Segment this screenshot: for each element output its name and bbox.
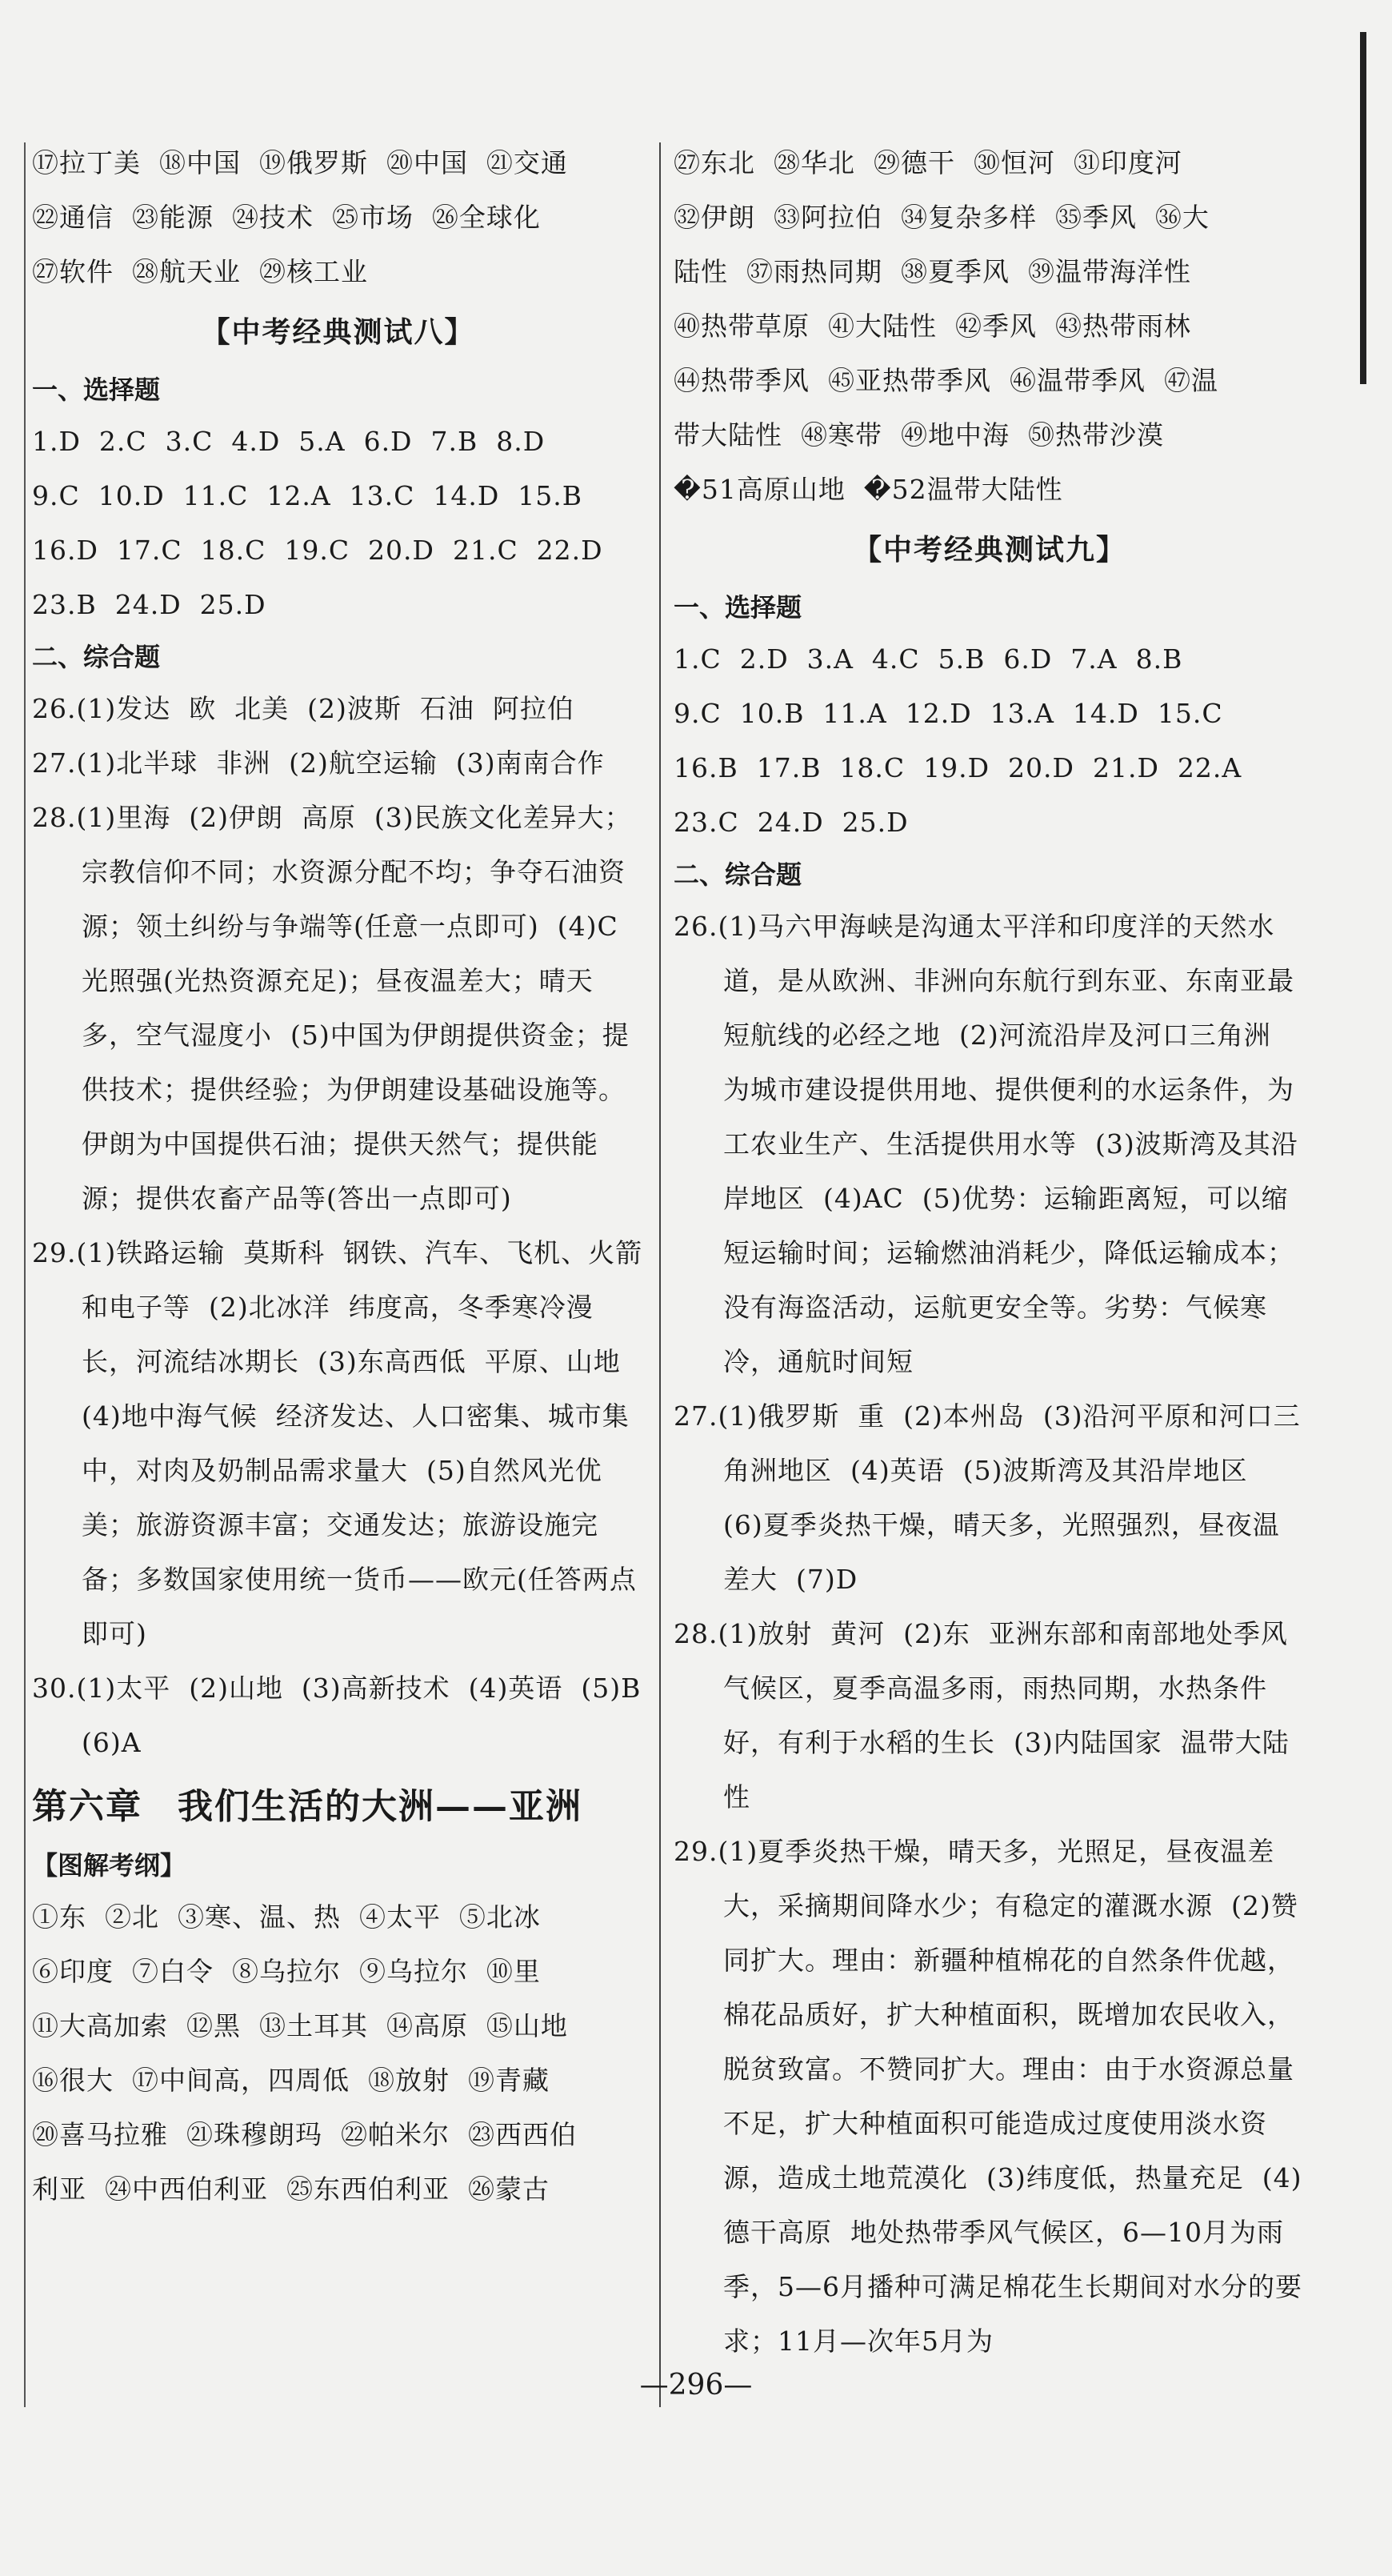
outline-title: 【图解考纲】: [32, 1850, 186, 1881]
choice-answers-line: 1.C 2.D 3.A 4.C 5.B 6.D 7.A 8.B: [674, 643, 1183, 675]
outline-line: ⑪大高加索 ⑫黑 ⑬土耳其 ⑭高原 ⑮山地: [32, 2010, 568, 2041]
intro-line: 陆性 ㊲雨热同期 ㊳夏季风 ㊴温带海洋性: [674, 256, 1191, 287]
chapter-number: 第六章: [32, 1786, 142, 1827]
outline-line: ⑥印度 ⑦白令 ⑧乌拉尔 ⑨乌拉尔 ⑩里: [32, 1956, 541, 1987]
intro-line: ⑰拉丁美 ⑱中国 ⑲俄罗斯 ⑳中国 ㉑交通: [32, 147, 568, 178]
choice-answers-line: 9.C 10.B 11.A 12.D 13.A 14.D 15.C: [674, 698, 1223, 729]
choice-answers-line: 16.D 17.C 18.C 19.C 20.D 21.C 22.D: [32, 535, 603, 566]
chapter-name: 我们生活的大洲——亚洲: [178, 1786, 582, 1827]
choice-answers-line: 9.C 10.D 11.C 12.A 13.C 14.D 15.B: [32, 480, 582, 511]
page-edge-bar: [1360, 32, 1366, 384]
answer-26: 26.(1)马六甲海峡是沟通太平洋和印度洋的天然水道，是从欧洲、非洲向东航行到东亚、东南亚最短航线的必经之地 (2)河流沿岸及河口三角洲 为城市建设提供用地、提供便利的水运条件，为工农业生产、生活提供用水等 (3)波斯湾及其沿岸地区 (4)AC (5)优势：运输距离短，可以缩短运输时间；运输燃油消耗少，降低运输成本；没有海盗活动，运航更安全等。劣势：气候寒冷，通航时间短: [674, 911, 1298, 1377]
page-number: —296—: [639, 2369, 753, 2402]
outline-line: ⑳喜马拉雅 ㉑珠穆朗玛 ㉒帕米尔 ㉓西西伯: [32, 2119, 577, 2150]
answer-28: 28.(1)里海 (2)伊朗 高原 (3)民族文化差异大；宗教信仰不同；水资源分配不均；争夺石油资源；领土纠纷与争端等(任意一点即可) (4)C 光照强(光热资源充足)；昼夜温差大；晴天多，空气湿度小 (5)中国为伊朗提供资金；提供技术；提供经验；为伊朗建设基础设施等。伊朗为中国提供石油；提供天然气；提供能源；提供农畜产品等(答出一点即可): [32, 802, 637, 1214]
choice-heading: 一、选择题: [32, 375, 161, 405]
intro-line: ㉗东北 ㉘华北 ㉙德干 ㉚恒河 ㉛印度河: [674, 147, 1182, 178]
chapter-title: [32, 1775, 644, 1839]
intro-line: ㉗软件 ㉘航天业 ㉙核工业: [32, 256, 368, 287]
choice-heading: 一、选择题: [674, 592, 802, 623]
outline-line: ⑯很大 ⑰中间高，四周低 ⑱放射 ⑲青藏: [32, 2065, 550, 2096]
outline-line: 利亚 ㉔中西伯利亚 ㉕东西伯利亚 ㉖蒙古: [32, 2173, 550, 2205]
answer-29: 29.(1)夏季炎热干燥，晴天多，光照足，昼夜温差大，采摘期间降水少；有稳定的灌溉水源 (2)赞同扩大。理由：新疆种植棉花的自然条件优越，棉花品质好，扩大种植面积，既增加农民收入，脱贫致富。不赞同扩大。理由：由于水资源总量不足，扩大种植面积可能造成过度使用淡水资源，造成土地荒漠化 (3)纬度低，热量充足 (4)德干高原 地处热带季风气候区，6—10月为雨季，5—6月播种可满足棉花生长期间对水分的要求；11月—次年5月为: [674, 1836, 1302, 2357]
intro-line: 带大陆性 ㊽寒带 ㊾地中海 ㊿热带沙漠: [674, 419, 1164, 451]
answer-26: 26.(1)发达 欧 北美 (2)波斯 石油 阿拉伯: [32, 693, 574, 724]
answer-27: 27.(1)北半球 非洲 (2)航空运输 (3)南南合作: [32, 747, 605, 779]
intro-line: ㊹热带季风 ㊺亚热带季风 ㊻温带季风 ㊼温: [674, 365, 1218, 396]
choice-answers-line: 23.C 24.D 25.D: [674, 807, 909, 838]
choice-answers-line: 16.B 17.B 18.C 19.D 20.D 21.D 22.A: [674, 752, 1242, 783]
answer-27: 27.(1)俄罗斯 重 (2)本州岛 (3)沿河平原和河口三角洲地区 (4)英语 (5)波斯湾及其沿岸地区 (6)夏季炎热干燥，晴天多，光照强烈，昼夜温差大 (7)D: [674, 1400, 1301, 1595]
answer-30: 30.(1)太平 (2)山地 (3)高新技术 (4)英语 (5)B (6)A: [32, 1673, 660, 1758]
intro-line: ㊵热带草原 ㊶大陆性 ㊷季风 ㊸热带雨林: [674, 310, 1191, 342]
left-column: [32, 136, 660, 2217]
outline-line: ①东 ②北 ③寒、温、热 ④太平 ⑤北冰: [32, 1901, 541, 1933]
choice-answers-line: 1.D 2.C 3.C 4.D 5.A 6.D 7.B 8.D: [32, 426, 546, 457]
answer-29: 29.(1)铁路运输 莫斯科 钢铁、汽车、飞机、火箭和电子等 (2)北冰洋 纬度高，冬季寒冷漫长，河流结冰期长 (3)东高西低 平原、山地 (4)地中海气候 经济发达、人口密集、城市集中，对肉及奶制品需求量大 (5)自然风光优美；旅游资源丰富；交通发达；旅游设施完备；多数国家使用统一货币——欧元(任答两点即可): [32, 1237, 643, 1649]
intro-line: ㉜伊朗 ㉝阿拉伯 ㉞复杂多样 ㉟季风 ㊱大: [674, 202, 1210, 233]
intro-line: �51高原山地 �52温带大陆性: [674, 474, 1063, 505]
answer-28: 28.(1)放射 黄河 (2)东 亚洲东部和南部地处季风气候区，夏季高温多雨，雨热同期，水热条件好，有利于水稻的生长 (3)内陆国家 温带大陆性: [674, 1618, 1290, 1813]
synthesis-heading: 二、综合题: [674, 859, 802, 890]
left-margin-rule: [24, 142, 26, 2407]
intro-line: ㉒通信 ㉓能源 ㉔技术 ㉕市场 ㉖全球化: [32, 202, 541, 233]
synthesis-heading: 二、综合题: [32, 642, 161, 672]
test9-title: 【中考经典测试九】: [852, 533, 1126, 567]
right-column: [674, 136, 1306, 2369]
test8-title: 【中考经典测试八】: [201, 315, 475, 349]
column-divider: [659, 142, 661, 2407]
choice-answers-line: 23.B 24.D 25.D: [32, 589, 266, 620]
